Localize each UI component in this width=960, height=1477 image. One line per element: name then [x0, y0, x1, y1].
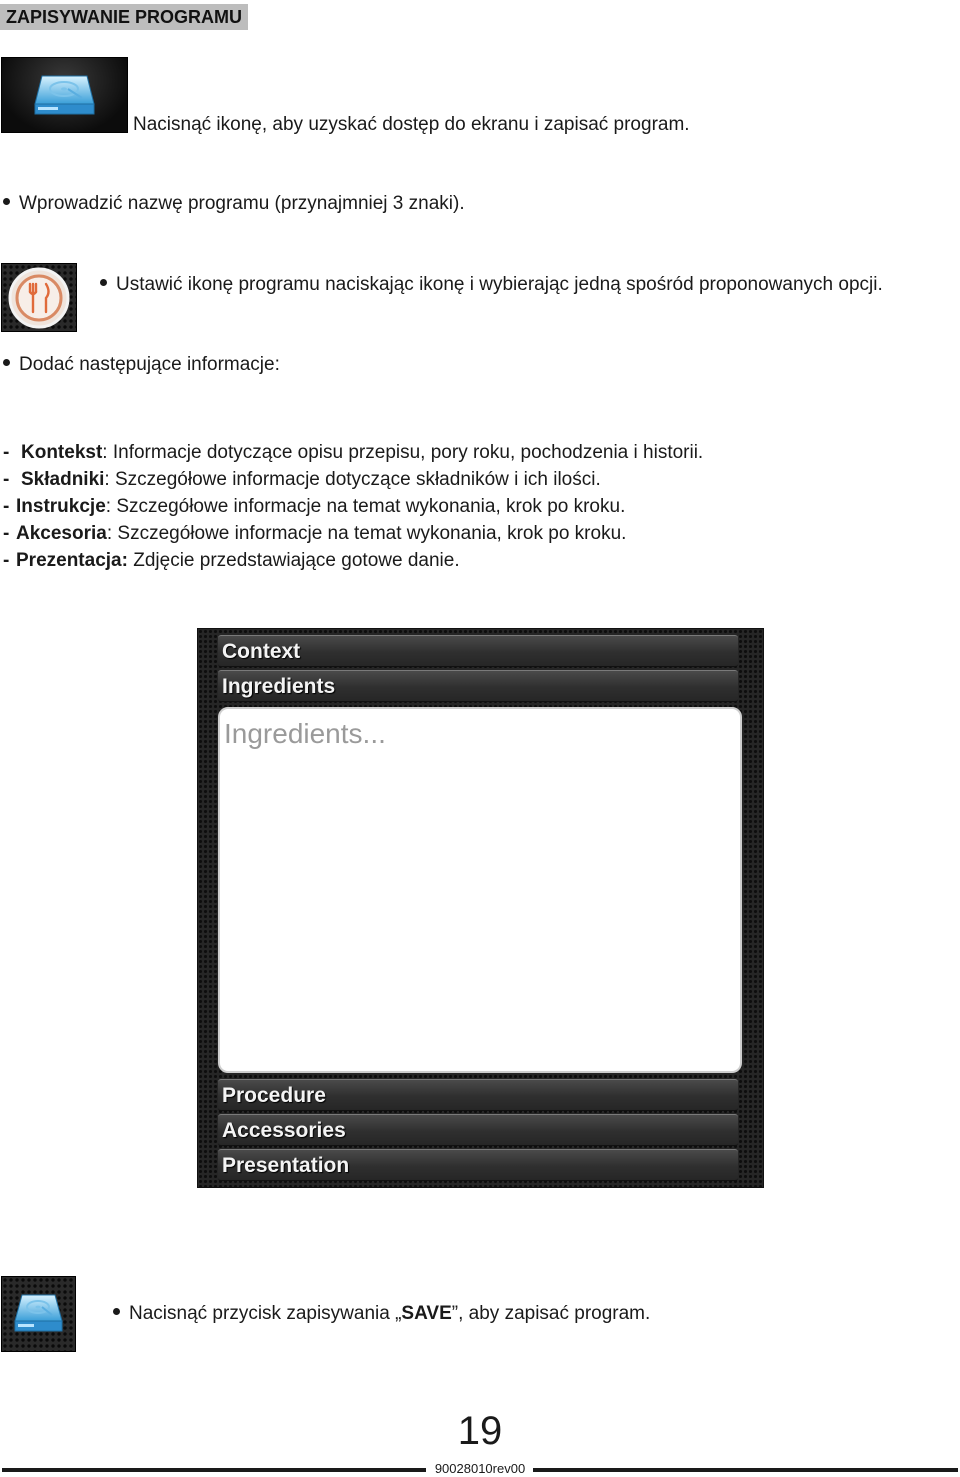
tab-accessories[interactable]: Accessories: [218, 1114, 738, 1146]
tab-context[interactable]: Context: [218, 635, 738, 667]
step-save-after: ”, aby zapisać program.: [451, 1303, 651, 1324]
info-item-ingredients: [3, 468, 703, 495]
step-save: [113, 1302, 650, 1326]
info-term: Akcesoria: [16, 523, 107, 544]
step-set-icon: [100, 273, 883, 297]
info-sep: :: [106, 523, 118, 544]
dash: -: [3, 469, 10, 490]
page-number: 19: [457, 1409, 503, 1453]
dash: -: [3, 496, 10, 517]
step-save-keyword: SAVE: [401, 1303, 452, 1324]
tab-presentation[interactable]: Presentation: [218, 1149, 738, 1181]
save-drive-icon[interactable]: [1, 57, 128, 133]
document-code-text: 90028010rev00: [429, 1461, 531, 1476]
info-sep: :: [105, 496, 117, 517]
dash: -: [3, 550, 10, 571]
info-desc: Szczegółowe informacje dotyczące składników i ich ilości.: [114, 469, 601, 490]
fork-knife-icon[interactable]: [1, 263, 77, 332]
bullet-icon: [3, 359, 10, 366]
step-set-icon-text: Ustawić ikonę programu naciskając ikonę i wybierając jedną spośród proponowanych opcji.: [116, 274, 883, 295]
info-item-accessories: [3, 522, 703, 549]
step-enter-name: [3, 192, 465, 216]
step-enter-name-text: Wprowadzić nazwę programu (przynajmniej 3 znaki).: [19, 193, 465, 214]
step-open-save-text: Nacisnąć ikonę, aby uzyskać dostęp do ekranu i zapisać program.: [133, 114, 690, 135]
section-title: ZAPISYWANIE PROGRAMU: [0, 4, 248, 30]
dash: -: [3, 442, 10, 463]
info-term: Kontekst: [21, 442, 103, 463]
bullet-icon: [100, 279, 107, 286]
ingredients-text-area[interactable]: [218, 707, 742, 1073]
recipe-info-screen: [197, 628, 764, 1188]
info-item-context: [3, 441, 703, 468]
info-term: Prezentacja:: [16, 550, 128, 571]
info-desc: Szczegółowe informacje na temat wykonania, krok po kroku.: [116, 496, 626, 517]
tab-procedure[interactable]: Procedure: [218, 1079, 738, 1111]
bullet-icon: [3, 198, 10, 205]
step-add-info-text: Dodać następujące informacje:: [19, 354, 280, 375]
info-sep: :: [104, 469, 115, 490]
step-add-info: [3, 353, 280, 377]
info-item-instructions: [3, 495, 703, 522]
info-term: Instrukcje: [16, 496, 106, 517]
info-item-presentation: [3, 549, 703, 576]
info-desc: Informacje dotyczące opisu przepisu, pory roku, pochodzenia i historii.: [112, 442, 704, 463]
ingredients-placeholder: Ingredients...: [224, 718, 386, 749]
info-term: Składniki: [21, 469, 105, 490]
info-list: [3, 441, 703, 576]
bullet-icon: [113, 1308, 120, 1315]
info-desc: Zdjęcie przedstawiające gotowe danie.: [133, 550, 460, 571]
step-save-before: Nacisnąć przycisk zapisywania „: [129, 1303, 402, 1324]
info-sep: :: [102, 442, 113, 463]
document-code: [0, 1461, 960, 1477]
save-drive-icon[interactable]: [1, 1276, 76, 1352]
tab-ingredients[interactable]: Ingredients: [218, 670, 738, 702]
dash: -: [3, 523, 10, 544]
info-desc: Szczegółowe informacje na temat wykonania, krok po kroku.: [117, 523, 627, 544]
